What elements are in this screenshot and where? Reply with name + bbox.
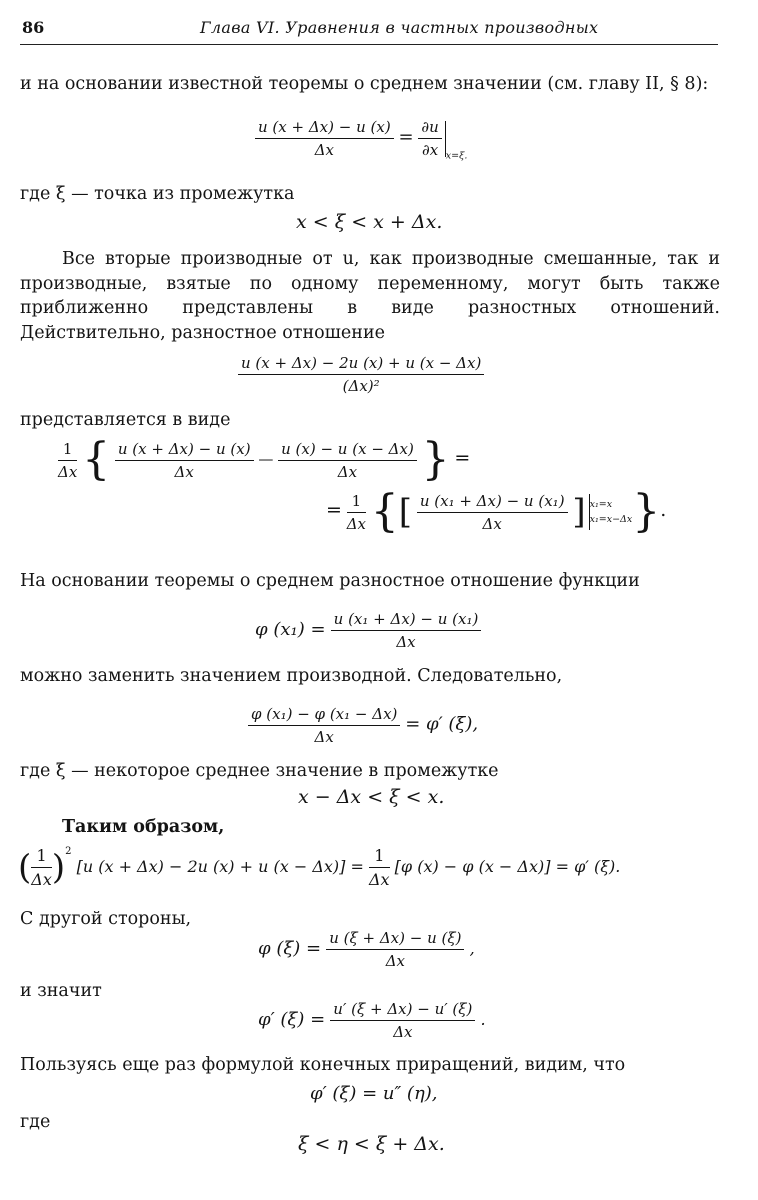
- f9-dx: Δx: [31, 870, 52, 889]
- formula-phi-prime-xi: [258, 1000, 486, 1041]
- f4-left-brace: {: [82, 434, 111, 485]
- f5-left-bracket: [: [398, 492, 413, 532]
- paragraph-8: Таким образом,: [62, 817, 225, 837]
- f5-dx: Δx: [346, 514, 366, 533]
- f11-lhs: φ′ (ξ) =: [258, 1009, 326, 1030]
- f10-lhs: φ (ξ) =: [258, 938, 322, 959]
- paragraph-1: и на основании известной теоремы о среднем значении (см. главу II, § 8):: [20, 74, 709, 94]
- f7-denominator: Δx: [314, 728, 334, 746]
- f1-numerator: u (x + Δx) − u (x): [255, 118, 394, 139]
- f1-r-denominator: ∂x: [421, 141, 439, 159]
- f9-right-paren: ): [51, 847, 66, 888]
- f4-denominator-2: Δx: [337, 462, 358, 481]
- formula-phi-definition: [255, 610, 481, 651]
- f3-denominator: (Δx)²: [342, 377, 380, 395]
- f4-numerator-2: u (x) − u (x − Δx): [278, 440, 417, 461]
- f9-one-2: 1: [369, 846, 390, 868]
- f9-left-paren: (: [18, 847, 32, 888]
- f5-upper-limit: x₁=x: [589, 499, 613, 510]
- formula-second-difference: [238, 354, 484, 395]
- f5-numerator: u (x₁ + Δx) − u (x₁): [417, 492, 568, 513]
- f3-numerator: u (x + Δx) − 2u (x) + u (x − Δx): [238, 354, 484, 375]
- formula-difference-expansion: [58, 434, 471, 485]
- f4-right-brace: }: [421, 434, 450, 485]
- formula-mean-value: [255, 118, 467, 162]
- formula-combined: [18, 846, 620, 889]
- paragraph-2: где ξ — точка из промежутка: [20, 184, 295, 204]
- paragraph-4: представляется в виде: [20, 410, 231, 430]
- f10-comma: ,: [469, 939, 475, 958]
- formula-interval-2: x − Δx < ξ < x.: [298, 786, 445, 808]
- f9-power: 2: [65, 846, 72, 857]
- page-number: 86: [22, 18, 45, 37]
- f4-equals: =: [454, 447, 471, 469]
- f4-minus: —: [258, 450, 274, 468]
- f9-dx-2: Δx: [369, 870, 390, 889]
- f9-end: [φ (x) − φ (x − Δx)] = φ′ (ξ).: [394, 857, 621, 876]
- f5-right-brace: }: [632, 486, 661, 537]
- f4-dx: Δx: [58, 462, 78, 481]
- f1-equals: =: [398, 126, 414, 148]
- f5-denominator: Δx: [482, 514, 502, 533]
- paragraph-6: можно заменить значением производной. Следовательно,: [20, 666, 563, 686]
- formula-bracketed-difference: [326, 486, 667, 537]
- f5-equals: =: [326, 499, 342, 521]
- f6-lhs: φ (x₁) =: [255, 619, 326, 640]
- paragraph-10: и значит: [20, 981, 102, 1001]
- f9-one: 1: [31, 846, 52, 868]
- f7-rhs: = φ′ (ξ),: [405, 713, 479, 735]
- f11-numerator: u′ (ξ + Δx) − u′ (ξ): [330, 1000, 475, 1021]
- formula-second-derivative: φ′ (ξ) = u″ (η),: [310, 1083, 438, 1104]
- f10-numerator: u (ξ + Δx) − u (ξ): [326, 929, 464, 950]
- f11-denominator: Δx: [393, 1023, 413, 1041]
- f4-numerator-1: u (x + Δx) − u (x): [115, 440, 254, 461]
- f6-denominator: Δx: [396, 633, 416, 651]
- formula-interval-1: x < ξ < x + Δx.: [296, 211, 443, 233]
- formula-interval-3: ξ < η < ξ + Δx.: [298, 1133, 445, 1155]
- f5-period: .: [660, 499, 667, 521]
- f4-one: 1: [58, 440, 77, 461]
- f1-eval-subscript: x=ξ.: [445, 150, 468, 162]
- f5-right-bracket: ]: [572, 492, 586, 532]
- paragraph-11: Пользуясь еще раз формулой конечных приращений, видим, что: [20, 1055, 626, 1075]
- paragraph-9: С другой стороны,: [20, 909, 192, 929]
- running-header: [20, 16, 738, 38]
- chapter-title: Глава VI. Уравнения в частных производных: [200, 18, 599, 37]
- f1-r-numerator: ∂u: [418, 118, 441, 139]
- paragraph-5: На основании теоремы о среднем разностное отношение функции: [20, 571, 640, 591]
- f11-period: .: [480, 1010, 486, 1029]
- header-rule: [20, 44, 718, 45]
- f1-denominator: Δx: [314, 141, 334, 159]
- paragraph-3: Все вторые производные от u, как производные смешанные, так и производные, взятые по одному переменному, могут быть также приближенно представлены в виде разностных отношений. Действительно, разностное отношение: [20, 249, 720, 343]
- paragraph-7: где ξ — некоторое среднее значение в промежутке: [20, 761, 499, 781]
- f5-lower-limit: x₁=x−Δx: [589, 514, 633, 525]
- formula-phi-xi: [258, 929, 475, 970]
- f6-numerator: u (x₁ + Δx) − u (x₁): [331, 610, 482, 631]
- paragraph-12: где: [20, 1112, 51, 1132]
- f9-middle: [u (x + Δx) − 2u (x) + u (x − Δx)] =: [76, 857, 364, 876]
- f7-numerator: φ (x₁) − φ (x₁ − Δx): [248, 705, 400, 726]
- f5-left-brace: {: [370, 486, 399, 537]
- f10-denominator: Δx: [385, 952, 405, 970]
- formula-phi-derivative: [248, 705, 478, 746]
- f4-denominator-1: Δx: [174, 462, 194, 481]
- f5-one: 1: [347, 492, 366, 513]
